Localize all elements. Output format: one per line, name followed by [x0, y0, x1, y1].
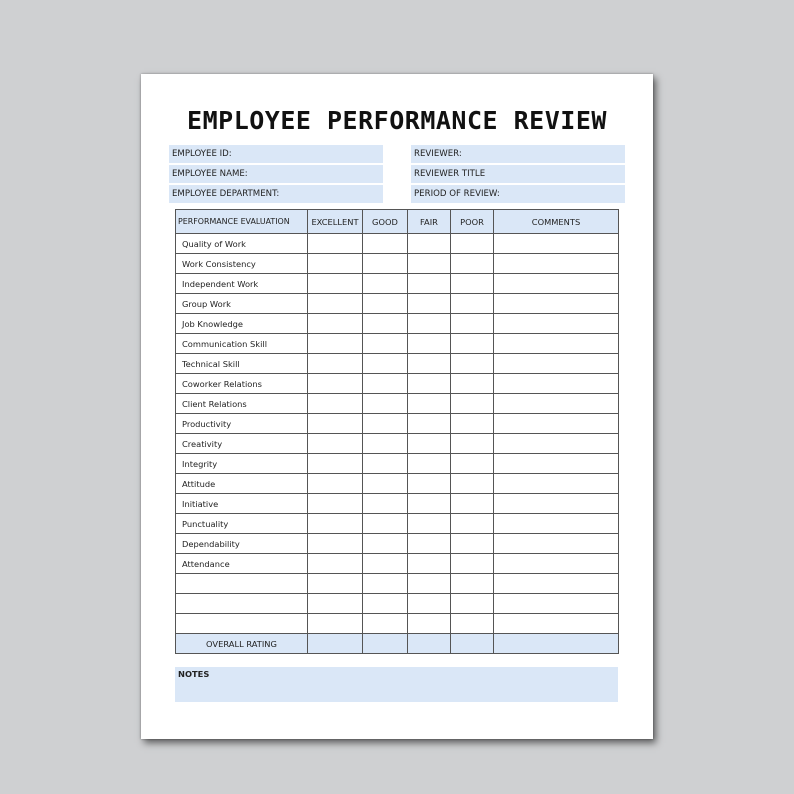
rating-cell-good[interactable]: [363, 534, 408, 554]
rating-cell-excellent[interactable]: [308, 494, 363, 514]
rating-cell-excellent[interactable]: [308, 534, 363, 554]
rating-cell-good[interactable]: [363, 554, 408, 574]
rating-cell-good[interactable]: [363, 474, 408, 494]
notes-box[interactable]: [175, 667, 618, 702]
comments-cell[interactable]: [494, 614, 619, 634]
comments-cell[interactable]: [494, 474, 619, 494]
rating-cell-excellent[interactable]: [308, 394, 363, 414]
rating-cell-excellent[interactable]: [308, 414, 363, 434]
rating-cell-poor[interactable]: [451, 614, 494, 634]
comments-cell[interactable]: [494, 394, 619, 414]
criterion-label: [176, 614, 308, 634]
comments-cell[interactable]: [494, 254, 619, 274]
criterion-label: [176, 594, 308, 614]
criterion-label: Communication Skill: [176, 334, 308, 354]
notes-label: NOTES: [178, 669, 210, 679]
rating-cell-poor[interactable]: [451, 554, 494, 574]
rating-cell-poor[interactable]: [451, 474, 494, 494]
table-row: [176, 274, 619, 294]
table-row: [176, 234, 619, 254]
comments-cell[interactable]: [494, 494, 619, 514]
table-row: [176, 554, 619, 574]
rating-cell-fair[interactable]: [408, 254, 451, 274]
comments-cell[interactable]: [494, 234, 619, 254]
rating-cell-excellent[interactable]: [308, 314, 363, 334]
comments-cell[interactable]: [494, 354, 619, 374]
rating-cell-poor[interactable]: [451, 274, 494, 294]
rating-cell-fair[interactable]: [408, 374, 451, 394]
rating-cell-fair[interactable]: [408, 514, 451, 534]
rating-cell-poor[interactable]: [451, 574, 494, 594]
rating-cell-poor[interactable]: [451, 454, 494, 474]
overall-rating-cell-excellent[interactable]: [308, 634, 363, 654]
table-row: [176, 574, 619, 594]
criterion-label: Job Knowledge: [176, 314, 308, 334]
rating-cell-poor[interactable]: [451, 354, 494, 374]
rating-cell-poor[interactable]: [451, 294, 494, 314]
rating-cell-good[interactable]: [363, 294, 408, 314]
employee-name-field[interactable]: EMPLOYEE NAME:: [169, 165, 383, 183]
overall-rating-cell-good[interactable]: [363, 634, 408, 654]
overall-rating-cell-poor[interactable]: [451, 634, 494, 654]
rating-cell-good[interactable]: [363, 334, 408, 354]
criterion-label: Attendance: [176, 554, 308, 574]
table-row: [176, 294, 619, 314]
header-comments: COMMENTS: [494, 210, 619, 234]
rating-cell-fair[interactable]: [408, 534, 451, 554]
rating-cell-excellent[interactable]: [308, 274, 363, 294]
rating-cell-excellent[interactable]: [308, 254, 363, 274]
table-header-row: [176, 210, 619, 234]
rating-cell-fair[interactable]: [408, 494, 451, 514]
employee-department-field[interactable]: EMPLOYEE DEPARTMENT:: [169, 185, 383, 203]
rating-cell-fair[interactable]: [408, 474, 451, 494]
rating-cell-excellent[interactable]: [308, 374, 363, 394]
comments-cell[interactable]: [494, 274, 619, 294]
criterion-label: Group Work: [176, 294, 308, 314]
rating-cell-fair[interactable]: [408, 294, 451, 314]
overall-rating-row: [176, 634, 619, 654]
rating-cell-good[interactable]: [363, 414, 408, 434]
rating-cell-excellent[interactable]: [308, 474, 363, 494]
comments-cell[interactable]: [494, 594, 619, 614]
rating-cell-fair[interactable]: [408, 434, 451, 454]
table-row: [176, 334, 619, 354]
table-row: [176, 394, 619, 414]
rating-cell-fair[interactable]: [408, 334, 451, 354]
rating-cell-fair[interactable]: [408, 614, 451, 634]
rating-cell-poor[interactable]: [451, 394, 494, 414]
criterion-label: Integrity: [176, 454, 308, 474]
table-row: [176, 414, 619, 434]
header-poor: POOR: [451, 210, 494, 234]
rating-cell-fair[interactable]: [408, 234, 451, 254]
criterion-label: Dependability: [176, 534, 308, 554]
overall-rating-cell-fair[interactable]: [408, 634, 451, 654]
rating-cell-fair[interactable]: [408, 454, 451, 474]
rating-cell-excellent[interactable]: [308, 514, 363, 534]
rating-cell-good[interactable]: [363, 514, 408, 534]
rating-cell-excellent[interactable]: [308, 354, 363, 374]
rating-cell-good[interactable]: [363, 374, 408, 394]
rating-cell-good[interactable]: [363, 594, 408, 614]
comments-cell[interactable]: [494, 554, 619, 574]
rating-cell-good[interactable]: [363, 574, 408, 594]
comments-cell[interactable]: [494, 294, 619, 314]
rating-cell-fair[interactable]: [408, 574, 451, 594]
criterion-label: Initiative: [176, 494, 308, 514]
rating-cell-excellent[interactable]: [308, 334, 363, 354]
table-row: [176, 614, 619, 634]
criterion-label: Attitude: [176, 474, 308, 494]
rating-cell-good[interactable]: [363, 454, 408, 474]
rating-cell-excellent[interactable]: [308, 614, 363, 634]
comments-cell[interactable]: [494, 514, 619, 534]
criterion-label: [176, 574, 308, 594]
rating-cell-excellent[interactable]: [308, 574, 363, 594]
rating-cell-poor[interactable]: [451, 374, 494, 394]
rating-cell-fair[interactable]: [408, 414, 451, 434]
rating-cell-poor[interactable]: [451, 314, 494, 334]
criterion-label: Punctuality: [176, 514, 308, 534]
table-row: [176, 254, 619, 274]
header-good: GOOD: [363, 210, 408, 234]
overall-comments-cell[interactable]: [494, 634, 619, 654]
rating-cell-fair[interactable]: [408, 314, 451, 334]
rating-cell-poor[interactable]: [451, 414, 494, 434]
table-row: [176, 354, 619, 374]
rating-cell-fair[interactable]: [408, 394, 451, 414]
comments-cell[interactable]: [494, 374, 619, 394]
comments-cell[interactable]: [494, 454, 619, 474]
table-row: [176, 494, 619, 514]
criterion-label: Work Consistency: [176, 254, 308, 274]
evaluation-table: [175, 209, 619, 654]
rating-cell-good[interactable]: [363, 494, 408, 514]
rating-cell-poor[interactable]: [451, 234, 494, 254]
rating-cell-excellent[interactable]: [308, 434, 363, 454]
rating-cell-poor[interactable]: [451, 334, 494, 354]
rating-cell-poor[interactable]: [451, 434, 494, 454]
rating-cell-good[interactable]: [363, 614, 408, 634]
rating-cell-excellent[interactable]: [308, 554, 363, 574]
table-row: [176, 374, 619, 394]
criterion-label: Quality of Work: [176, 234, 308, 254]
rating-cell-poor[interactable]: [451, 494, 494, 514]
rating-cell-good[interactable]: [363, 434, 408, 454]
rating-cell-excellent[interactable]: [308, 294, 363, 314]
table-row: [176, 594, 619, 614]
employee-id-field[interactable]: EMPLOYEE ID:: [169, 145, 383, 163]
rating-cell-excellent[interactable]: [308, 594, 363, 614]
table-row: [176, 314, 619, 334]
rating-cell-poor[interactable]: [451, 534, 494, 554]
rating-cell-good[interactable]: [363, 314, 408, 334]
criterion-label: Creativity: [176, 434, 308, 454]
comments-cell[interactable]: [494, 314, 619, 334]
rating-cell-good[interactable]: [363, 354, 408, 374]
comments-cell[interactable]: [494, 434, 619, 454]
table-row: [176, 534, 619, 554]
rating-cell-poor[interactable]: [451, 514, 494, 534]
rating-cell-good[interactable]: [363, 254, 408, 274]
header-performance-evaluation: PERFORMANCE EVALUATION: [176, 210, 308, 234]
table-row: [176, 514, 619, 534]
rating-cell-good[interactable]: [363, 234, 408, 254]
rating-cell-fair[interactable]: [408, 354, 451, 374]
comments-cell[interactable]: [494, 414, 619, 434]
criterion-label: Technical Skill: [176, 354, 308, 374]
rating-cell-poor[interactable]: [451, 254, 494, 274]
criterion-label: Coworker Relations: [176, 374, 308, 394]
rating-cell-fair[interactable]: [408, 554, 451, 574]
criterion-label: Independent Work: [176, 274, 308, 294]
table-row: [176, 434, 619, 454]
rating-cell-excellent[interactable]: [308, 234, 363, 254]
criterion-label: Productivity: [176, 414, 308, 434]
page-title: EMPLOYEE PERFORMANCE REVIEW: [187, 106, 607, 135]
period-of-review-field[interactable]: PERIOD OF REVIEW:: [411, 185, 625, 203]
overall-rating-label: OVERALL RATING: [176, 634, 308, 654]
comments-cell[interactable]: [494, 534, 619, 554]
reviewer-title-field[interactable]: REVIEWER TITLE: [411, 165, 625, 183]
header-fair: FAIR: [408, 210, 451, 234]
rating-cell-fair[interactable]: [408, 274, 451, 294]
comments-cell[interactable]: [494, 334, 619, 354]
reviewer-field[interactable]: REVIEWER:: [411, 145, 625, 163]
table-row: [176, 454, 619, 474]
rating-cell-fair[interactable]: [408, 594, 451, 614]
rating-cell-poor[interactable]: [451, 594, 494, 614]
criterion-label: Client Relations: [176, 394, 308, 414]
comments-cell[interactable]: [494, 574, 619, 594]
rating-cell-good[interactable]: [363, 394, 408, 414]
table-row: [176, 474, 619, 494]
rating-cell-good[interactable]: [363, 274, 408, 294]
rating-cell-excellent[interactable]: [308, 454, 363, 474]
header-excellent: EXCELLENT: [308, 210, 363, 234]
